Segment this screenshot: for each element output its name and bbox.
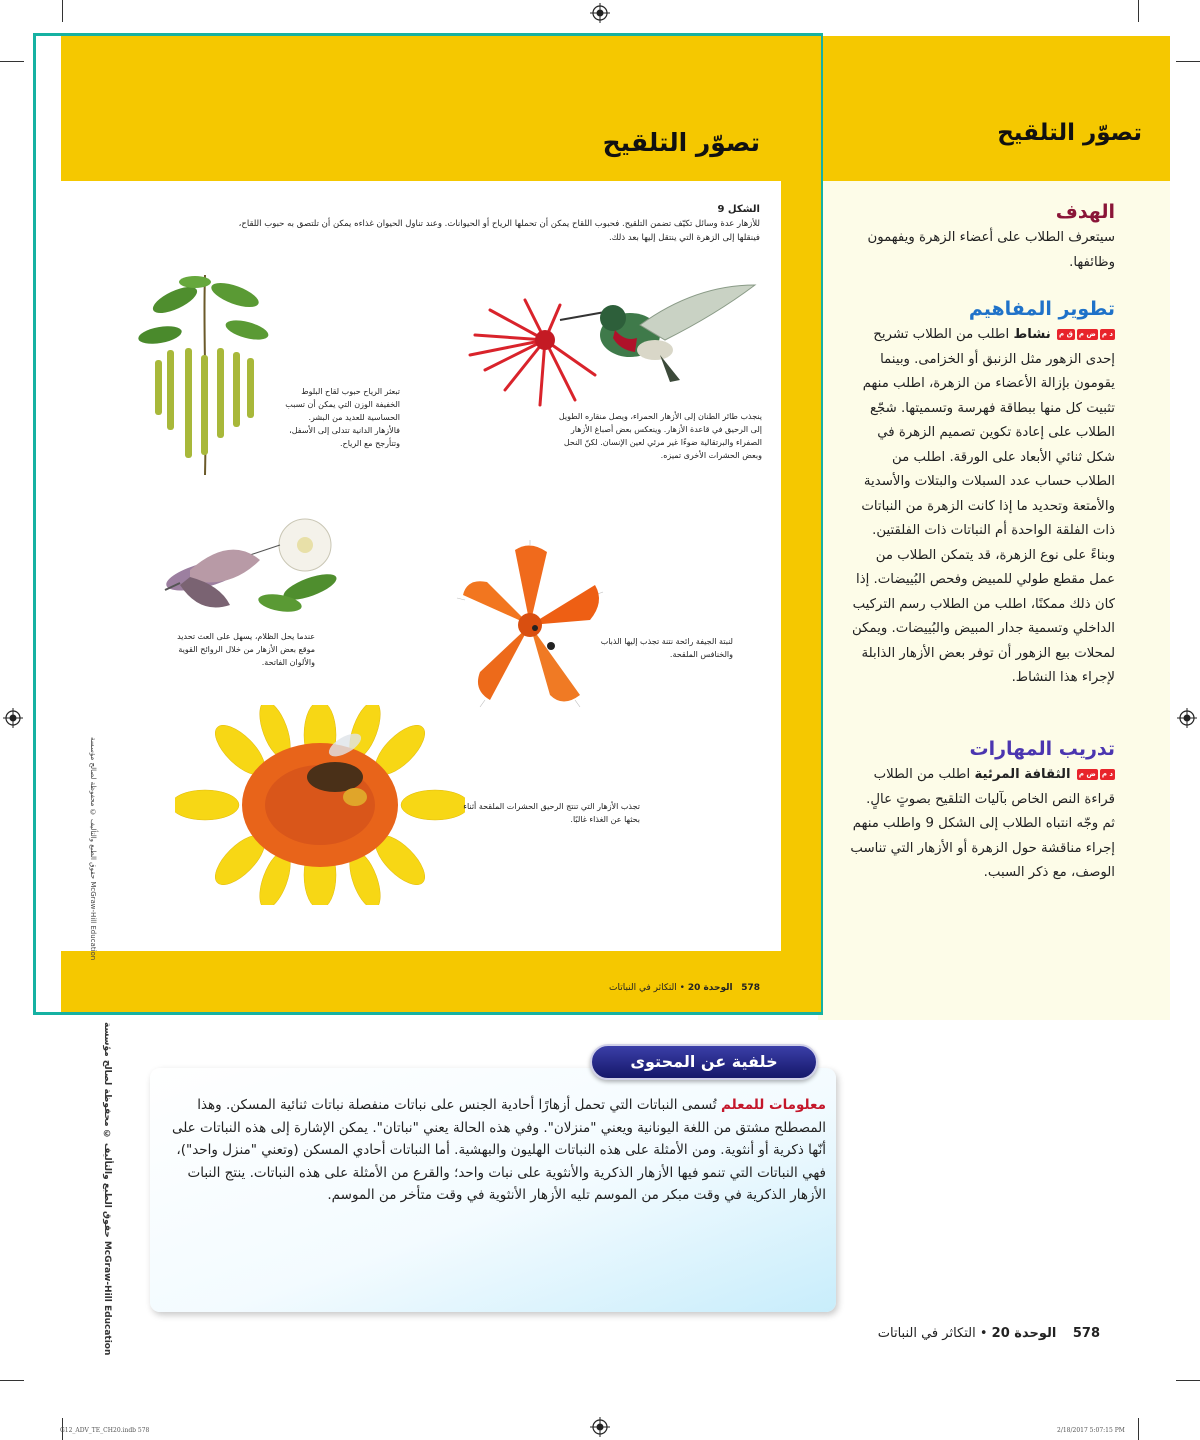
figure-caption-text: للأزهار عدة وسائل تكيّف تضمن التلقيح. فحبوب اللقاح يمكن أن تحملها الرياح أو الحيوانات. وعند تناول الحيوان غذاءه يمكن أن تلتصق به حبوب اللقاح، فينقلها إلى الزهرة التي ينتقل إليها بعد ذلك. [238,219,760,243]
page-footer: 578 الوحدة 20 • التكاثر في النباتات [608,983,760,993]
oak-catkins-illustration [135,270,275,480]
skills-text: اطلب من الطلاب قراءة النص الخاص بآليات التلقيح بصوتٍ عالٍ. ثم وجّه انتباه الطلاب إلى الشكل 9 واطلب منهم إجراء مناقشة حول الزهرة أو الأزهار التي تناسب الوصف، مع ذكر السبب. [850,767,1115,880]
footer-unit: الوحدة 20 [991,1326,1057,1341]
sunflower-bee-illustration [175,705,465,905]
crop-mark [1176,1380,1200,1381]
wind-annotation: تبعثر الرياح حبوب لقاح البلوط الخفيفة الوزن التي يمكن أن تسبب الحساسية للعديد من البشر. فالأزهار الدانية تتدلى إلى الأسفل، وتتأرجح مع الرياح. [285,387,400,448]
registration-mark-icon [3,708,23,728]
activity-lead: نشاط [1013,327,1051,342]
visual-literacy-lead: الثقافة المرئية [974,767,1071,782]
bee-annotation: تجذب الأزهار التي تنتج الرحيق الحشرات الملقحة أثناء بحثها عن الغذاء غالبًا. [463,802,640,824]
sidebar-header-band [818,36,1170,181]
chapter-label: التكاثر في النباتات [608,983,677,993]
registration-mark-icon [1177,708,1197,728]
skills-body [850,763,1115,886]
goal-heading: الهدف [1055,201,1115,223]
teacher-info-lead: معلومات للمعلم [721,1097,826,1113]
carrion-annotation: لنبتة الجيفة رائحة نتنة تجذب إليها الذباب والخنافس الملقحة. [600,637,733,659]
concepts-section [850,295,1115,691]
page-footer-band [61,951,821,1012]
concepts-heading: تطوير المفاهيم [968,298,1115,320]
moth-annotation: عندما يحل الظلام، يسهل على العث تحديد موقع بعض الأزهار من خلال الروائح القوية والألوان الفاتحة. [177,632,315,667]
page-title: تصوّر التلقيح [602,128,760,157]
concepts-body [850,323,1115,691]
hummingbird-flower-illustration [465,280,760,410]
carrion-flower-illustration [455,540,605,710]
level-tag: ض م [1078,769,1096,778]
moth-flower-illustration [160,515,340,625]
goal-text: سيتعرف الطلاب على أعضاء الزهرة ويفهمون وظائفها. [867,230,1115,270]
content-background-tab: خلفية عن المحتوى [590,1044,818,1080]
hummingbird-annotation: ينجذب طائر الطنان إلى الأزهار الحمراء، ويصل منقاره الطويل إلى الرحيق في قاعدة الأزهار. وينعكس بعض أصباغ الأزهار الصفراء والبرتقالية ضوءًا غير مرئي لعين الإنسان. لكنّ النحل وبعض الحشرات الأخرى تميزه. [558,412,762,460]
level-tag: ق م [1059,329,1073,338]
crop-mark [62,0,63,22]
level-tag: د م [1101,329,1113,338]
crop-mark [1176,61,1200,62]
page-number: 578 [741,983,760,993]
crop-mark [0,1380,24,1381]
sidebar-title: تصوّر التلقيح [997,120,1142,146]
registration-mark-icon [590,3,610,23]
page-credit: حقوق الطبع والتأليف © محفوظة لصالح مؤسسة McGraw-Hill Education [89,737,97,961]
figure-label: الشكل 9 [717,204,760,215]
crop-mark [1138,0,1139,22]
figure-caption [230,203,760,245]
teacher-info-text: تُسمى النباتات التي تحمل أزهارًا أحادية الجنس على نباتات منفصلة نباتات ثنائية المسكن. وهذا المصطلح مشتق من اللغة اليونانية ويعني "منزلان". وفي هذه الحالة يعني "نباتان". يمكن الإشارة إلى هذه النباتات على أنّها ذكرية أو أنثوية. ومن الأمثلة على هذه النباتات الهليون والبهشية. أما النباتات أحادي المسكن (وتعني "منزل واحد")، فهي النباتات التي تنمو فيها الأزهار الذكرية والأنثوية على نبات واحد؛ والقرع من الأمثلة على هذه النباتات. ينتج النبات الأزهار الذكرية في وقت مبكر من الموسم تليه الأزهار الأنثوية في وقت متأخر من الموسم. [171,1097,826,1203]
page-header-band [61,36,821,181]
content-background-text [170,1094,826,1207]
crop-mark [1138,1418,1139,1440]
skills-heading: تدريب المهارات [969,738,1115,760]
unit-label: الوحدة 20 [687,983,733,993]
slug-timestamp: 2/18/2017 5:07:15 PM [1057,1427,1125,1434]
level-tag: ض م [1078,329,1096,338]
skills-section [850,735,1115,886]
goal-section [850,198,1115,275]
copyright-credit: حقوق الطبع والتأليف © محفوظة لصالح مؤسسة McGraw-Hill Education [102,1022,112,1356]
concepts-text: اطلب من الطلاب تشريح إحدى الزهور مثل الزنبق أو الخزامى. وبينما يقومون بإزالة الأعضاء من الزهرة، اطلب منهم تثبيت كل منها ببطاقة فهرسة وتسميتها. شجّع الطلاب على إعادة تكوين تصميم الزهرة في شكل ثنائي الأبعاد على الورقة. اطلب من الطلاب حساب عدد السبلات والبتلات والأسدية والأمتعة وتحديد ما إذا كانت الزهرة من النباتات ذات الفلقة الواحدة أم النباتات ذات الفلقتين. وبناءً على نوع الزهرة، قد يتمكن الطلاب من عمل مقطع طولي للمبيض وفحص البُييضات. إذا كان ذلك ممكنًا، اطلب من الطلاب رسم التركيب الداخلي وتسمية جدار المبيض والبُييضات. ويمكن لمحلات بيع الزهور أن توفر بعض الأزهار الذابلة لإجراء هذا النشاط. [852,327,1115,685]
footer-page-number: 578 [1072,1326,1100,1341]
crop-mark [0,61,24,62]
footer-chapter: التكاثر في النباتات [877,1326,976,1341]
bottom-footer: 578 الوحدة 20 • التكاثر في النباتات [877,1326,1100,1341]
level-tag: د م [1101,769,1113,778]
page-side-strip [781,181,821,951]
slug-file-name: G12_ADV_TE_CH20.indb 578 [60,1427,150,1434]
registration-mark-icon [590,1417,610,1437]
